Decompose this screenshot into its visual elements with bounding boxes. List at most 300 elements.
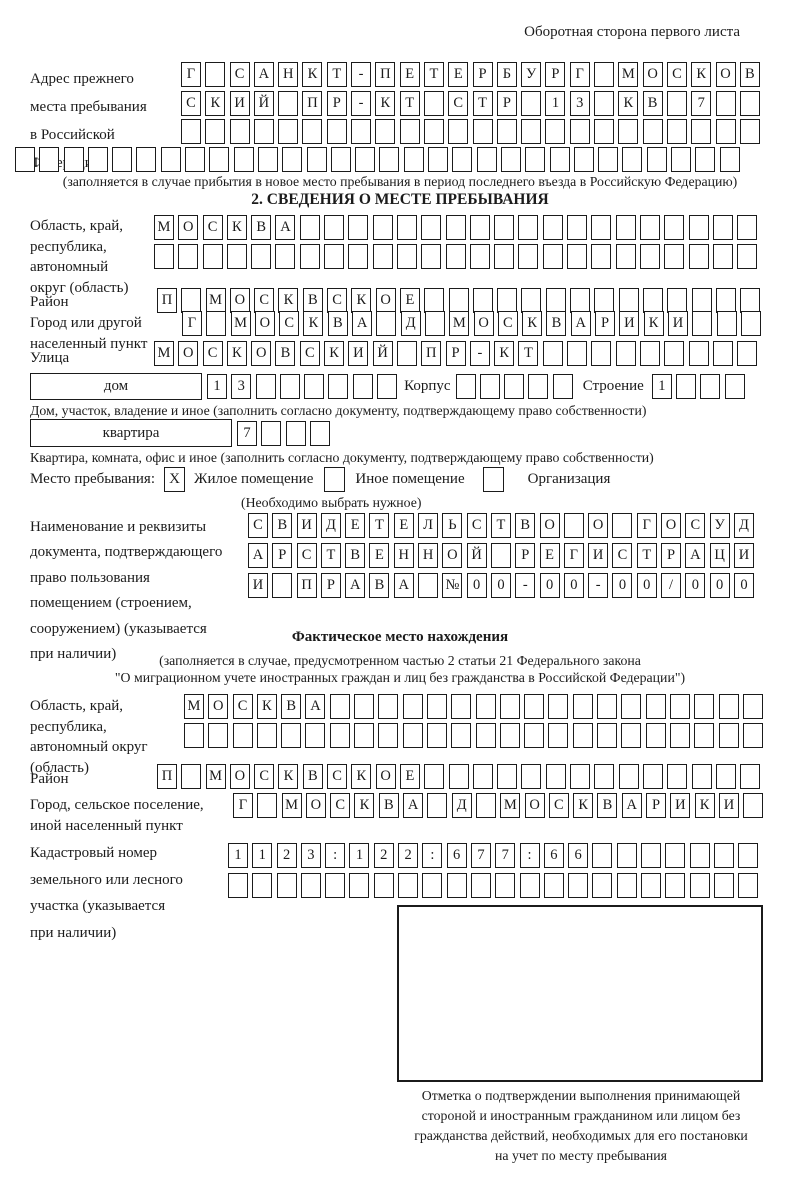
char-cell[interactable] [452, 147, 472, 172]
char-cell[interactable] [497, 288, 517, 313]
char-cell[interactable] [567, 215, 587, 240]
char-cell[interactable] [353, 374, 373, 399]
char-cell[interactable] [692, 764, 712, 789]
char-cell[interactable] [716, 764, 736, 789]
char-cell[interactable] [425, 311, 445, 336]
char-cell[interactable]: А [394, 573, 414, 598]
char-cell[interactable]: С [327, 764, 347, 789]
char-cell[interactable] [548, 694, 568, 719]
char-cell[interactable]: К [375, 91, 395, 116]
char-cell[interactable]: И [668, 311, 688, 336]
char-cell[interactable] [567, 244, 587, 269]
char-cell[interactable]: И [348, 341, 368, 366]
char-cell[interactable]: 3 [301, 843, 321, 868]
char-cell[interactable]: О [442, 543, 462, 568]
char-cell[interactable]: Т [637, 543, 657, 568]
char-cell[interactable]: 1 [349, 843, 369, 868]
char-cell[interactable] [256, 374, 276, 399]
char-cell[interactable] [254, 119, 274, 144]
char-cell[interactable]: 0 [710, 573, 730, 598]
char-cell[interactable] [252, 873, 272, 898]
char-cell[interactable]: 0 [734, 573, 754, 598]
char-cell[interactable] [251, 244, 271, 269]
char-cell[interactable]: Ь [442, 513, 462, 538]
char-cell[interactable]: К [618, 91, 638, 116]
char-cell[interactable] [520, 873, 540, 898]
char-cell[interactable] [494, 244, 514, 269]
char-cell[interactable] [373, 215, 393, 240]
char-cell[interactable]: 7 [495, 843, 515, 868]
char-cell[interactable] [719, 723, 739, 748]
char-cell[interactable]: 2 [374, 843, 394, 868]
char-cell[interactable]: К [278, 764, 298, 789]
char-cell[interactable]: О [376, 764, 396, 789]
char-cell[interactable] [257, 793, 277, 818]
char-cell[interactable]: С [327, 288, 347, 313]
char-cell[interactable]: И [230, 91, 250, 116]
char-cell[interactable] [664, 244, 684, 269]
char-cell[interactable]: С [300, 341, 320, 366]
char-cell[interactable] [567, 341, 587, 366]
char-cell[interactable]: А [571, 311, 591, 336]
char-cell[interactable]: К [573, 793, 593, 818]
char-cell[interactable] [398, 873, 418, 898]
char-cell[interactable] [428, 147, 448, 172]
char-cell[interactable]: М [282, 793, 302, 818]
char-cell[interactable]: Д [734, 513, 754, 538]
char-cell[interactable]: - [515, 573, 535, 598]
char-cell[interactable] [528, 374, 548, 399]
char-cell[interactable] [278, 91, 298, 116]
char-cell[interactable]: 1 [545, 91, 565, 116]
char-cell[interactable] [379, 147, 399, 172]
char-cell[interactable] [205, 119, 225, 144]
char-cell[interactable] [349, 873, 369, 898]
char-cell[interactable] [570, 288, 590, 313]
char-cell[interactable] [400, 119, 420, 144]
char-cell[interactable] [738, 873, 758, 898]
char-cell[interactable] [543, 215, 563, 240]
char-cell[interactable] [348, 244, 368, 269]
char-cell[interactable] [480, 374, 500, 399]
char-cell[interactable] [403, 694, 423, 719]
char-cell[interactable]: Л [418, 513, 438, 538]
char-cell[interactable]: П [297, 573, 317, 598]
char-cell[interactable]: 7 [237, 421, 257, 446]
char-cell[interactable]: Р [515, 543, 535, 568]
char-cell[interactable] [421, 215, 441, 240]
char-cell[interactable]: С [549, 793, 569, 818]
char-cell[interactable]: Е [400, 288, 420, 313]
char-cell[interactable]: О [251, 341, 271, 366]
char-cell[interactable] [564, 513, 584, 538]
char-cell[interactable]: Р [327, 91, 347, 116]
char-cell[interactable]: 7 [471, 843, 491, 868]
char-cell[interactable] [302, 119, 322, 144]
char-cell[interactable] [477, 147, 497, 172]
char-cell[interactable]: С [248, 513, 268, 538]
char-cell[interactable] [348, 215, 368, 240]
char-cell[interactable] [545, 119, 565, 144]
char-cell[interactable] [671, 147, 691, 172]
char-cell[interactable] [640, 215, 660, 240]
char-cell[interactable]: М [154, 341, 174, 366]
char-cell[interactable] [521, 119, 541, 144]
char-cell[interactable] [548, 723, 568, 748]
char-cell[interactable]: П [157, 288, 177, 313]
char-cell[interactable] [258, 147, 278, 172]
char-cell[interactable]: М [206, 764, 226, 789]
char-cell[interactable] [378, 723, 398, 748]
stay-option-other-checkbox[interactable] [324, 467, 345, 492]
char-cell[interactable] [446, 244, 466, 269]
char-cell[interactable]: Т [369, 513, 389, 538]
char-cell[interactable] [570, 764, 590, 789]
char-cell[interactable] [716, 288, 736, 313]
char-cell[interactable]: С [685, 513, 705, 538]
char-cell[interactable]: С [667, 62, 687, 87]
char-cell[interactable]: К [278, 288, 298, 313]
char-cell[interactable]: 0 [467, 573, 487, 598]
char-cell[interactable] [591, 244, 611, 269]
char-cell[interactable] [714, 873, 734, 898]
char-cell[interactable]: 1 [228, 843, 248, 868]
char-cell[interactable] [641, 873, 661, 898]
char-cell[interactable]: С [330, 793, 350, 818]
char-cell[interactable] [689, 215, 709, 240]
char-cell[interactable] [304, 374, 324, 399]
char-cell[interactable]: И [588, 543, 608, 568]
char-cell[interactable]: С [612, 543, 632, 568]
char-cell[interactable]: К [205, 91, 225, 116]
char-cell[interactable] [136, 147, 156, 172]
char-cell[interactable] [325, 873, 345, 898]
char-cell[interactable] [713, 215, 733, 240]
char-cell[interactable]: О [306, 793, 326, 818]
char-cell[interactable] [181, 764, 201, 789]
char-cell[interactable]: К [695, 793, 715, 818]
char-cell[interactable] [689, 341, 709, 366]
char-cell[interactable]: В [272, 513, 292, 538]
char-cell[interactable]: К [302, 62, 322, 87]
char-cell[interactable] [546, 288, 566, 313]
char-cell[interactable] [324, 215, 344, 240]
char-cell[interactable]: С [254, 288, 274, 313]
char-cell[interactable] [305, 723, 325, 748]
char-cell[interactable] [424, 764, 444, 789]
char-cell[interactable] [88, 147, 108, 172]
char-cell[interactable] [618, 119, 638, 144]
char-cell[interactable] [640, 341, 660, 366]
char-cell[interactable] [354, 723, 374, 748]
char-cell[interactable] [694, 694, 714, 719]
char-cell[interactable] [456, 374, 476, 399]
char-cell[interactable] [643, 288, 663, 313]
char-cell[interactable] [664, 215, 684, 240]
char-cell[interactable] [740, 764, 760, 789]
char-cell[interactable]: Т [400, 91, 420, 116]
char-cell[interactable] [501, 147, 521, 172]
char-cell[interactable] [181, 288, 201, 313]
char-cell[interactable]: Е [394, 513, 414, 538]
char-cell[interactable]: Р [545, 62, 565, 87]
char-cell[interactable] [647, 147, 667, 172]
char-cell[interactable] [694, 723, 714, 748]
char-cell[interactable]: В [740, 62, 760, 87]
char-cell[interactable]: К [324, 341, 344, 366]
char-cell[interactable] [397, 215, 417, 240]
char-cell[interactable] [330, 723, 350, 748]
char-cell[interactable]: Р [446, 341, 466, 366]
char-cell[interactable] [568, 873, 588, 898]
char-cell[interactable] [301, 873, 321, 898]
char-cell[interactable] [300, 244, 320, 269]
char-cell[interactable]: 0 [637, 573, 657, 598]
char-cell[interactable] [476, 723, 496, 748]
char-cell[interactable] [261, 421, 281, 446]
char-cell[interactable]: В [251, 215, 271, 240]
char-cell[interactable]: Р [646, 793, 666, 818]
char-cell[interactable] [573, 694, 593, 719]
char-cell[interactable] [676, 374, 696, 399]
char-cell[interactable] [574, 147, 594, 172]
char-cell[interactable]: А [622, 793, 642, 818]
char-cell[interactable]: К [644, 311, 664, 336]
char-cell[interactable] [667, 288, 687, 313]
char-cell[interactable] [424, 91, 444, 116]
char-cell[interactable] [518, 215, 538, 240]
char-cell[interactable] [209, 147, 229, 172]
char-cell[interactable] [281, 723, 301, 748]
char-cell[interactable] [713, 244, 733, 269]
char-cell[interactable]: О [230, 764, 250, 789]
char-cell[interactable] [612, 513, 632, 538]
char-cell[interactable] [307, 147, 327, 172]
char-cell[interactable]: 1 [207, 374, 227, 399]
char-cell[interactable]: 2 [277, 843, 297, 868]
char-cell[interactable]: С [498, 311, 518, 336]
char-cell[interactable] [275, 244, 295, 269]
char-cell[interactable] [619, 288, 639, 313]
char-cell[interactable]: В [303, 764, 323, 789]
char-cell[interactable] [397, 341, 417, 366]
char-cell[interactable] [373, 244, 393, 269]
char-cell[interactable] [716, 91, 736, 116]
char-cell[interactable]: Ц [710, 543, 730, 568]
char-cell[interactable] [451, 694, 471, 719]
char-cell[interactable] [351, 119, 371, 144]
char-cell[interactable] [713, 341, 733, 366]
char-cell[interactable]: В [303, 288, 323, 313]
char-cell[interactable] [161, 147, 181, 172]
char-cell[interactable]: Г [182, 311, 202, 336]
char-cell[interactable] [594, 62, 614, 87]
char-cell[interactable]: О [255, 311, 275, 336]
char-cell[interactable]: К [257, 694, 277, 719]
char-cell[interactable]: Д [452, 793, 472, 818]
char-cell[interactable] [667, 91, 687, 116]
char-cell[interactable]: И [248, 573, 268, 598]
char-cell[interactable]: В [275, 341, 295, 366]
char-cell[interactable] [470, 244, 490, 269]
char-cell[interactable] [591, 215, 611, 240]
char-cell[interactable] [205, 62, 225, 87]
char-cell[interactable]: 0 [491, 573, 511, 598]
char-cell[interactable] [449, 288, 469, 313]
char-cell[interactable]: - [351, 62, 371, 87]
char-cell[interactable] [643, 764, 663, 789]
char-cell[interactable]: П [302, 91, 322, 116]
char-cell[interactable]: Е [400, 62, 420, 87]
char-cell[interactable]: Й [467, 543, 487, 568]
char-cell[interactable] [272, 573, 292, 598]
char-cell[interactable] [543, 341, 563, 366]
char-cell[interactable] [376, 311, 396, 336]
char-cell[interactable] [524, 723, 544, 748]
char-cell[interactable]: С [279, 311, 299, 336]
char-cell[interactable]: М [154, 215, 174, 240]
char-cell[interactable] [719, 694, 739, 719]
char-cell[interactable] [743, 723, 763, 748]
char-cell[interactable]: - [588, 573, 608, 598]
char-cell[interactable] [743, 694, 763, 719]
char-cell[interactable]: М [184, 694, 204, 719]
char-cell[interactable] [112, 147, 132, 172]
char-cell[interactable]: С [448, 91, 468, 116]
char-cell[interactable]: 6 [447, 843, 467, 868]
char-cell[interactable]: Г [570, 62, 590, 87]
char-cell[interactable] [670, 723, 690, 748]
char-cell[interactable]: : [422, 843, 442, 868]
char-cell[interactable] [700, 374, 720, 399]
char-cell[interactable] [521, 288, 541, 313]
char-cell[interactable]: Б [497, 62, 517, 87]
char-cell[interactable] [691, 119, 711, 144]
char-cell[interactable] [278, 119, 298, 144]
char-cell[interactable]: М [500, 793, 520, 818]
char-cell[interactable] [491, 543, 511, 568]
char-cell[interactable]: 6 [544, 843, 564, 868]
char-cell[interactable]: Р [321, 573, 341, 598]
char-cell[interactable] [737, 341, 757, 366]
char-cell[interactable] [64, 147, 84, 172]
char-cell[interactable] [424, 288, 444, 313]
char-cell[interactable] [310, 421, 330, 446]
char-cell[interactable]: О [474, 311, 494, 336]
char-cell[interactable]: Т [327, 62, 347, 87]
char-cell[interactable] [597, 723, 617, 748]
char-cell[interactable] [646, 694, 666, 719]
char-cell[interactable] [185, 147, 205, 172]
char-cell[interactable]: Т [491, 513, 511, 538]
char-cell[interactable] [616, 244, 636, 269]
char-cell[interactable] [228, 873, 248, 898]
char-cell[interactable] [743, 793, 763, 818]
char-cell[interactable] [374, 873, 394, 898]
char-cell[interactable]: С [297, 543, 317, 568]
char-cell[interactable]: В [369, 573, 389, 598]
char-cell[interactable] [667, 119, 687, 144]
char-cell[interactable]: 0 [612, 573, 632, 598]
char-cell[interactable] [740, 288, 760, 313]
char-cell[interactable]: Е [345, 513, 365, 538]
char-cell[interactable] [592, 873, 612, 898]
char-cell[interactable] [692, 288, 712, 313]
char-cell[interactable]: К [354, 793, 374, 818]
char-cell[interactable] [497, 764, 517, 789]
char-cell[interactable]: К [691, 62, 711, 87]
char-cell[interactable] [740, 119, 760, 144]
char-cell[interactable]: 1 [252, 843, 272, 868]
char-cell[interactable]: А [403, 793, 423, 818]
char-cell[interactable]: № [442, 573, 462, 598]
char-cell[interactable]: В [643, 91, 663, 116]
char-cell[interactable]: В [597, 793, 617, 818]
char-cell[interactable]: Й [373, 341, 393, 366]
char-cell[interactable]: М [206, 288, 226, 313]
char-cell[interactable] [184, 723, 204, 748]
char-cell[interactable] [504, 374, 524, 399]
stay-option-organization-checkbox[interactable] [483, 467, 504, 492]
char-cell[interactable] [665, 843, 685, 868]
char-cell[interactable] [664, 341, 684, 366]
char-cell[interactable] [550, 147, 570, 172]
char-cell[interactable]: О [588, 513, 608, 538]
char-cell[interactable]: Н [278, 62, 298, 87]
char-cell[interactable] [643, 119, 663, 144]
char-cell[interactable] [378, 694, 398, 719]
char-cell[interactable] [206, 311, 226, 336]
char-cell[interactable]: А [685, 543, 705, 568]
char-cell[interactable] [546, 764, 566, 789]
char-cell[interactable]: 1 [652, 374, 672, 399]
char-cell[interactable] [230, 119, 250, 144]
char-cell[interactable] [208, 723, 228, 748]
char-cell[interactable] [397, 244, 417, 269]
char-cell[interactable]: А [305, 694, 325, 719]
char-cell[interactable] [354, 694, 374, 719]
stay-option-residential-checkbox[interactable]: X [164, 467, 185, 492]
char-cell[interactable]: А [275, 215, 295, 240]
char-cell[interactable]: Й [254, 91, 274, 116]
char-cell[interactable] [646, 723, 666, 748]
char-cell[interactable]: Е [400, 764, 420, 789]
char-cell[interactable]: У [710, 513, 730, 538]
char-cell[interactable] [470, 215, 490, 240]
char-cell[interactable] [494, 215, 514, 240]
char-cell[interactable] [695, 147, 715, 172]
char-cell[interactable]: С [181, 91, 201, 116]
char-cell[interactable] [543, 244, 563, 269]
char-cell[interactable] [154, 244, 174, 269]
char-cell[interactable] [591, 341, 611, 366]
char-cell[interactable] [327, 119, 347, 144]
char-cell[interactable]: : [520, 843, 540, 868]
char-cell[interactable] [690, 843, 710, 868]
char-cell[interactable] [286, 421, 306, 446]
char-cell[interactable]: И [670, 793, 690, 818]
char-cell[interactable]: К [494, 341, 514, 366]
char-cell[interactable] [725, 374, 745, 399]
char-cell[interactable] [665, 873, 685, 898]
char-cell[interactable] [716, 119, 736, 144]
char-cell[interactable] [525, 147, 545, 172]
char-cell[interactable]: Р [497, 91, 517, 116]
char-cell[interactable]: П [157, 764, 177, 789]
char-cell[interactable]: 6 [568, 843, 588, 868]
char-cell[interactable]: И [619, 311, 639, 336]
char-cell[interactable]: В [546, 311, 566, 336]
